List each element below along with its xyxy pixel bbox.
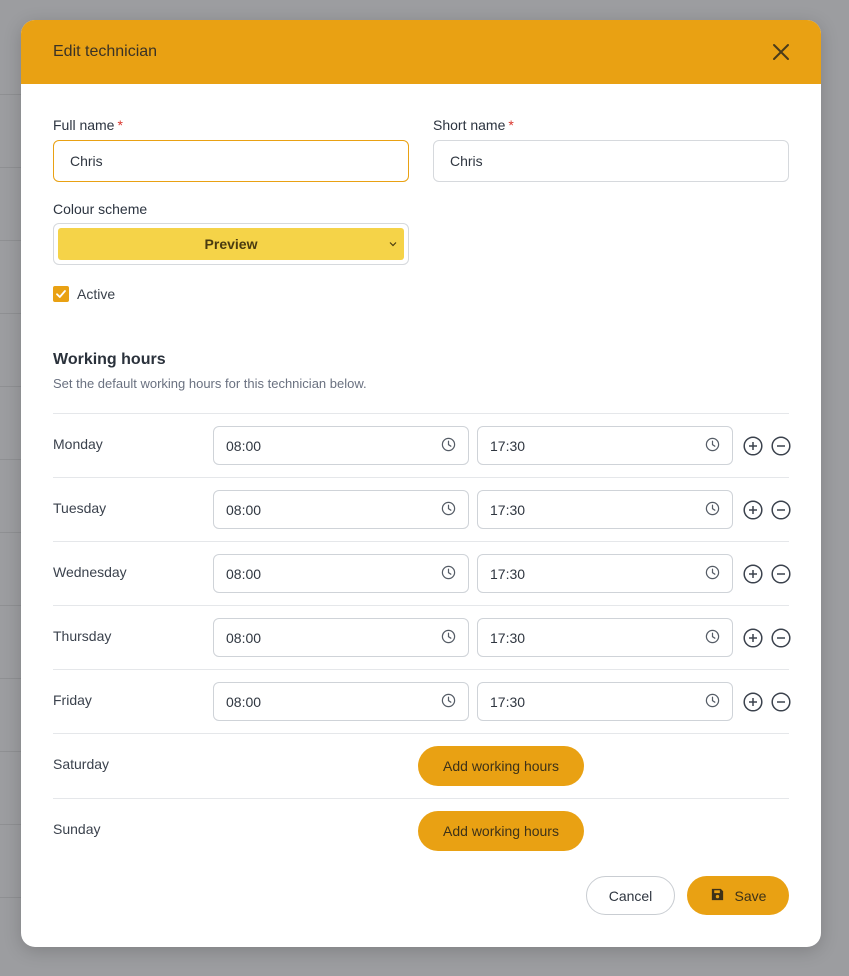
save-button[interactable]: [687, 876, 789, 915]
day-row-saturday: [53, 733, 789, 798]
add-working-hours-button[interactable]: Add working hours: [418, 811, 584, 851]
remove-interval-icon[interactable]: [771, 564, 791, 584]
add-interval-icon[interactable]: [743, 692, 763, 712]
close-icon[interactable]: [769, 40, 793, 64]
short-name-input[interactable]: [433, 140, 789, 182]
end-time-value: 17:30: [490, 565, 526, 582]
day-row-wednesday: [53, 541, 789, 605]
end-time-input[interactable]: [477, 554, 733, 593]
active-checkbox-row[interactable]: [53, 286, 115, 302]
end-time-value: 17:30: [490, 629, 526, 646]
day-row-thursday: [53, 605, 789, 669]
remove-interval-icon[interactable]: [771, 692, 791, 712]
clock-icon[interactable]: [705, 693, 720, 711]
clock-icon[interactable]: [705, 629, 720, 647]
working-hours-title: Working hours: [53, 351, 166, 368]
add-interval-icon[interactable]: [743, 564, 763, 584]
save-icon: [710, 887, 725, 905]
modal-title: Edit technician: [53, 43, 158, 60]
remove-interval-icon[interactable]: [771, 500, 791, 520]
add-interval-icon[interactable]: [743, 628, 763, 648]
short-name-label: [433, 117, 514, 133]
colour-preview[interactable]: [58, 228, 404, 260]
full-name-label: [53, 117, 123, 133]
day-name: Thursday: [53, 628, 112, 644]
end-time-input[interactable]: [477, 426, 733, 465]
end-time-input[interactable]: [477, 682, 733, 721]
remove-interval-icon[interactable]: [771, 436, 791, 456]
day-row-tuesday: [53, 477, 789, 541]
end-time-value: 17:30: [490, 693, 526, 710]
edit-technician-modal: [21, 20, 821, 947]
clock-icon[interactable]: [705, 565, 720, 583]
day-name: Sunday: [53, 821, 101, 837]
colour-scheme-select[interactable]: [53, 223, 409, 265]
clock-icon[interactable]: [705, 501, 720, 519]
day-name: Wednesday: [53, 564, 127, 580]
save-label: Save: [734, 887, 767, 904]
day-name: Tuesday: [53, 500, 107, 516]
clock-icon[interactable]: [441, 693, 456, 711]
end-time-input[interactable]: [477, 490, 733, 529]
start-time-value: 08:00: [226, 693, 262, 710]
start-time-input[interactable]: [213, 682, 469, 721]
start-time-input[interactable]: [213, 490, 469, 529]
day-name: Monday: [53, 436, 103, 452]
active-checkbox[interactable]: [53, 286, 69, 302]
clock-icon[interactable]: [441, 629, 456, 647]
chevron-down-icon: [388, 236, 398, 252]
working-hours-subtitle: Set the default working hours for this technician below.: [53, 376, 367, 391]
day-row-friday: [53, 669, 789, 733]
cancel-button[interactable]: Cancel: [586, 876, 675, 915]
start-time-input[interactable]: [213, 618, 469, 657]
day-row-sunday: [53, 798, 789, 862]
end-time-value: 17:30: [490, 437, 526, 454]
full-name-input[interactable]: [53, 140, 409, 182]
add-interval-icon[interactable]: [743, 436, 763, 456]
remove-interval-icon[interactable]: [771, 628, 791, 648]
start-time-value: 08:00: [226, 565, 262, 582]
start-time-input[interactable]: [213, 554, 469, 593]
short-name-label-text: Short name: [433, 117, 506, 133]
modal-body: [21, 84, 821, 947]
add-interval-icon[interactable]: [743, 500, 763, 520]
day-name: Friday: [53, 692, 92, 708]
end-time-value: 17:30: [490, 501, 526, 518]
colour-scheme-label: Colour scheme: [53, 201, 148, 217]
required-mark: *: [508, 117, 514, 133]
start-time-value: 08:00: [226, 501, 262, 518]
background-page-edge: [0, 0, 22, 976]
day-name: Saturday: [53, 756, 110, 772]
day-row-monday: [53, 413, 789, 477]
end-time-input[interactable]: [477, 618, 733, 657]
start-time-value: 08:00: [226, 437, 262, 454]
colour-preview-label: Preview: [204, 236, 258, 252]
add-working-hours-button[interactable]: Add working hours: [418, 746, 584, 786]
clock-icon[interactable]: [441, 565, 456, 583]
required-mark: *: [117, 117, 123, 133]
start-time-input[interactable]: [213, 426, 469, 465]
active-label: Active: [77, 286, 116, 302]
full-name-label-text: Full name: [53, 117, 115, 133]
clock-icon[interactable]: [705, 437, 720, 455]
start-time-value: 08:00: [226, 629, 262, 646]
clock-icon[interactable]: [441, 501, 456, 519]
clock-icon[interactable]: [441, 437, 456, 455]
modal-header: [21, 20, 821, 84]
